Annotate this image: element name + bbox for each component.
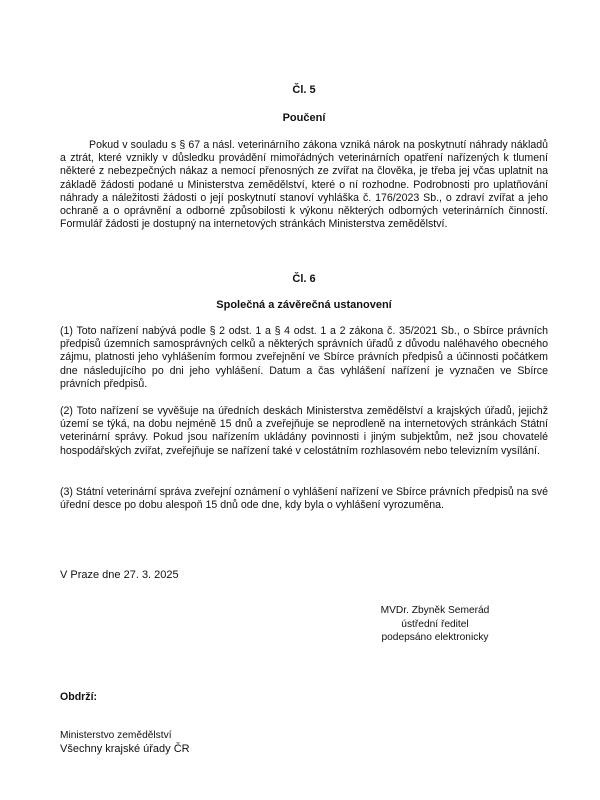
signatory-role: ústřední ředitel — [401, 618, 469, 630]
article-5-title: Poučení — [282, 112, 326, 124]
article-5-paragraph: Pokud v souladu s § 67 a násl. veterinárního zákona vzniká nárok na poskytnutí náhrady nákladů a ztrát, které vznikly v důsledku provádění mimořádných veterinárních opatření nařízených k tlumení některé z nebezpečných nákaz a nemocí přenosných ze zvířat na člověka, je třeba jej včas uplatnit na základě žádosti podané u Ministerstva zemědělství, které o ní rozhodne. Podrobnosti pro uplatňování náhrady a náležitosti žádosti o její poskytnutí stanoví vyhláška č. 176/2023 Sb., o zdraví zvířat a jeho ochraně a o oprávnění a odborné způsobilosti k výkonu některých odborných veterinárních činností. Formulář žádosti je dostupný na internetových stránkách Ministerstva zemědělství. — [60, 139, 548, 231]
article-6-paragraph-1: (1) Toto nařízení nabývá podle § 2 odst. 1 a § 4 odst. 1 a 2 zákona č. 35/2021 Sb., o Sbírce právních předpisů územních samosprávných celků a některých správních úřadů z důvodu naléhavého obecného zájmu, platnosti jeho vyhlášením formou zveřejnění ve Sbírce právních předpisů a účinnosti počátkem dne následujícího po dni jeho vyhlášení. Datum a čas vyhlášení nařízení je vyznačen ve Sbírce právních předpisů. — [60, 325, 548, 390]
article-5-number: Čl. 5 — [292, 84, 316, 96]
signature-note: podepsáno elektronicky — [381, 632, 489, 643]
distribution-list — [60, 729, 190, 756]
article-6-paragraph-2: (2) Toto nařízení se vyvěšuje na úředních deskách Ministerstva zemědělství a krajských úřadů, jejichž území se týká, na dobu nejméně 15 dnů a zveřejňuje se neprodleně na internetových stránkách Státní veterinární správy. Pokud jsou nařízením ukládány povinnosti i jiným subjektům, než jsou chovatelé hospodářských zvířat, zveřejňuje se nařízení také v celostátním rozhlasovém nebo televizním vysílání. — [60, 405, 548, 457]
article-6-title: Společná a závěrečná ustanovení — [216, 299, 392, 311]
article-6-number: Čl. 6 — [292, 273, 316, 285]
signatory-name: MVDr. Zbyněk Semerád — [380, 605, 490, 616]
signature-block — [360, 604, 510, 645]
recipient-item: Všechny krajské úřady ČR — [60, 742, 190, 755]
recipient-item: Ministerstvo zemědělství — [60, 730, 172, 741]
article-6-paragraph-3: (3) Státní veterinární správa zveřejní oznámení o vyhlášení nařízení ve Sbírce právních předpisů na své úřední desce po dobu alespoň 15 dnů ode dne, kdy byla o vyhlášení vyrozuměna. — [60, 486, 548, 512]
distribution-label: Obdrží: — [60, 691, 98, 703]
place-and-date: V Praze dne 27. 3. 2025 — [60, 569, 179, 581]
